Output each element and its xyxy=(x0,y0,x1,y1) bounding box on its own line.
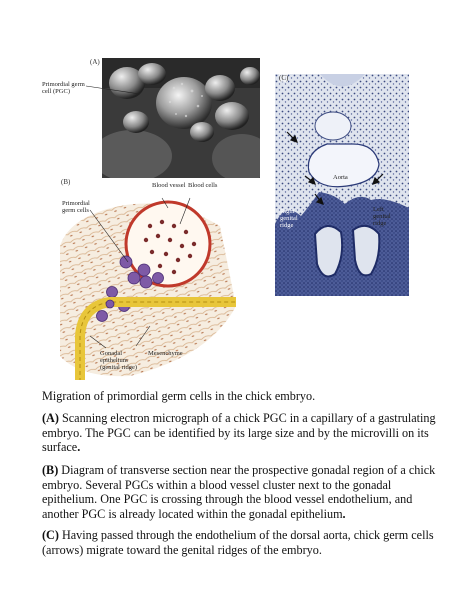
panel-c-right-ridge-label: Right genital ridge xyxy=(280,208,298,229)
panel-b-vessel-label: Blood vessel xyxy=(152,182,186,189)
panel-b-mesenchyme-label: Mesenchyme xyxy=(148,350,183,357)
panel-c-aorta-label: Aorta xyxy=(333,174,348,181)
panel-a-leader xyxy=(84,80,144,100)
caption-a xyxy=(42,411,436,455)
panel-a-pgc-label: Primordial germ cell (PGC) xyxy=(42,81,85,95)
panel-b-letter: (B) xyxy=(61,178,71,186)
panel-b-diagram xyxy=(50,186,240,380)
caption-b-text: Diagram of transverse section near the prospective gonadal region of a chick embryo. Several PGCs within a blood vessel cluster next to the gonadal epithelium. One PGC is crossing through the blood vessel endothelium, and another PGC is already located within the gonadal epithelium xyxy=(42,463,436,521)
caption-a-end: . xyxy=(77,440,81,455)
caption-title: Migration of primordial germ cells in the chick embryo. xyxy=(42,389,316,403)
caption-c xyxy=(42,528,436,557)
caption-a-marker: (A) xyxy=(42,411,59,425)
caption-b xyxy=(42,463,436,521)
panel-a-letter: (A) xyxy=(90,58,100,66)
figure xyxy=(40,48,440,383)
panel-c-left-ridge-label: Left genital ridge xyxy=(373,206,391,227)
panel-b-pgc-label: Primordial germ cells xyxy=(62,200,90,214)
caption-b-end: . xyxy=(342,506,346,521)
panel-c-histology xyxy=(275,74,409,296)
panel-a-micrograph xyxy=(102,58,260,178)
caption-c-text: Having passed through the endothelium of the dorsal aorta, chick germ cells (arrows) migrate toward the genital ridges of the embryo. xyxy=(42,528,434,557)
panel-b-gonadal-label: Gonadal epithelium (genital ridge) xyxy=(100,350,137,371)
panel-c-letter: (C) xyxy=(279,74,289,82)
caption-c-marker: (C) xyxy=(42,528,59,542)
panel-b-cells-label: Blood cells xyxy=(188,182,218,189)
caption-a-text: Scanning electron micrograph of a chick PGC in a capillary of a gastrulating embryo. The PGC can be identified by its large size and by the microvilli on its surface xyxy=(42,411,436,455)
caption-b-marker: (B) xyxy=(42,463,59,477)
